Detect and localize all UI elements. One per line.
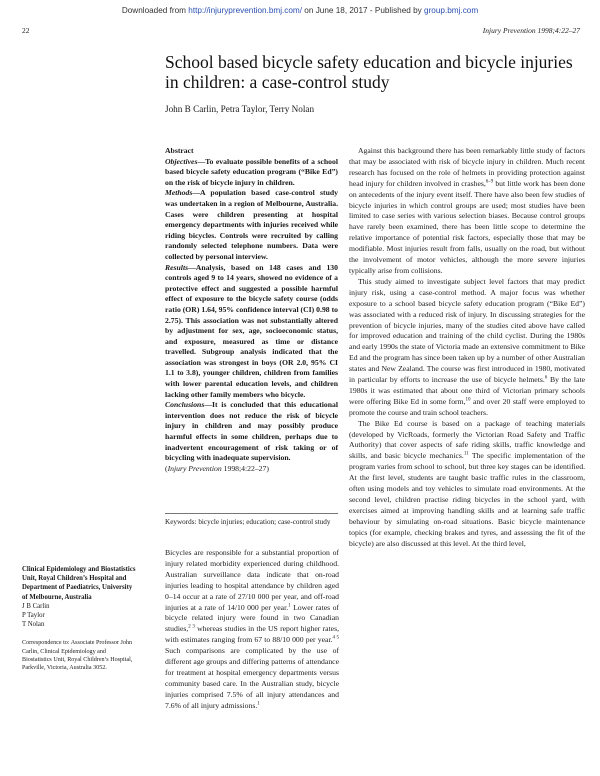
body-right-column [349, 146, 585, 550]
results-text: —Analysis, based on 148 cases and 130 controls aged 9 to 14 years, showed no evidence of a protective effect and suggested a possible harmful effect of exposure to the bicycle safety course (odds ratio (OR) 1.64, 95% confidence interval (CI) 0.98 to 2.75). This association was not substantially altered by adjustment for sex, age, socioeconomic status, and exposure, measured as time or distance travelled. Subgroup analysis indicated that the association was strongest in boys (OR 2.0, 95% CI 1.1 to 3.8), younger children, children from families with lower parental education levels, and children lacking other family members who bicycle. [165, 262, 338, 399]
citation-journal: Injury Prevention [167, 463, 222, 473]
text-run: whereas studies in the US report higher rates, with estimates ranging from 67 to 88/10 000 per year. [165, 624, 339, 645]
publisher-link[interactable]: group.bmj.com [424, 6, 479, 15]
text-run: The Bike Ed course is based on a package of teaching materials (developed by VicRoads, formerly the Victorian Road Safety and Traffic Authority) that cover aspects of safe riding skills, traffic knowledge and skills, and basic bicycle mechanics. [349, 418, 585, 461]
reference-marker: 6 [544, 375, 548, 381]
right-paragraph-1 [349, 146, 585, 277]
abstract-conclusions [165, 400, 338, 464]
text-run: Such comparisons are complicated by the use of different age groups and differing patterns of attendance for treatment at hospital emergency departments versus community based care. In the Australian study, bicycle injuries comprised 7.5% of all injury attendances and 7.6% of all injury admissions. [165, 646, 339, 710]
abstract [165, 146, 338, 474]
article-title: School based bicycle safety education and bicycle injuries in children: a case-control study [165, 52, 573, 92]
text-run: but little work has been done on antecedents of the injury event itself. There have also been few studies of bicycle injuries in which control groups are used; most studies have been limited to case series with various selection biases. Because control groups have rarely been examined, there has been little scope to determine the relative importance of potential risk factors, especially those that may be modifiable. Most injuries result from falls, usually on the road, but without the involvement of motor vehicles, although the more severe injuries typically arise from collisions. [349, 178, 585, 275]
article-authors: John B Carlin, Petra Taylor, Terry Nolan [165, 104, 315, 114]
download-prefix: Downloaded from [121, 6, 189, 15]
journal-citation: Injury Prevention 1998;4:22–27 [482, 26, 580, 35]
objectives-text: —To evaluate possible benefits of a school based bicycle safety education program (“Bike Ed”) on the risk of bicycle injury in children. [165, 156, 338, 187]
reference-marker: 10 [465, 397, 471, 403]
text-run: Bicycles are responsible for a substantial proportion of injury related morbidity experienced during childhood. Australian surveillance data indicate that on-road injuries leading to hospital attendance by children aged 0–14 occur at a rate of 27/10 000 per year, and off-road injuries at a rate of 14/10 000 per year. [165, 548, 339, 612]
right-paragraph-2 [349, 277, 585, 419]
abstract-citation: (Injury Prevention 1998;4:22–27) [165, 463, 269, 473]
conclusions-label: Conclusions [165, 400, 205, 410]
abstract-divider [165, 513, 338, 514]
site-link[interactable]: http://injuryprevention.bmj.com/ [188, 6, 303, 15]
abstract-objectives [165, 157, 338, 189]
abstract-heading: Abstract [165, 146, 194, 155]
left-paragraph-1 [165, 548, 339, 712]
text-run: Against this background there has been remarkably little study of factors that may be associated with risk of bicycle injury in children. Much recent research has focused on the role of helmets in providing protection against head injury for children involved in crashes, [349, 146, 585, 188]
body-left-column [165, 548, 339, 712]
text-run: This study aimed to investigate subject level factors that may predict injury risk, using a case-control method. A major focus was whether exposure to a school based bicycle safety education program (“Bike Ed”) was associated with a reduced risk of injury. In discussing strategies for the prevention of bicycle injuries, many of the studies cited above have called for improved education and training of the child cyclist. During the 1980s and early 1990s the state of Victoria made an extensive commitment to Bike Ed and the program has since been taken up by a number of other Australian states and New Zealand. The course was first introduced in 1980, motivated in particular by efforts to increase the use of bicycle helmets. [349, 276, 585, 385]
text-run: Lower rates of bicycle related injury were found in two Canadian studies, [165, 602, 339, 634]
download-banner [0, 6, 600, 15]
reference-marker: 6–9 [485, 179, 494, 185]
affiliation-block [22, 565, 137, 672]
citation-details: 1998;4:22–27) [221, 463, 269, 473]
reference-marker: 2 3 [188, 624, 195, 630]
affiliation-author: P Taylor [22, 612, 45, 620]
conclusions-text: —It is concluded that this educational intervention does not reduce the risk of bicycle injury in children and may possibly produce harmful effects in some children, perhaps due to inadvertent encouragement of risk taking or of bicycling with inadequate supervision. [165, 400, 338, 463]
methods-label: Methods [165, 188, 193, 198]
correspondence-address: Correspondence to: Associate Professor John Carlin, Clinical Epidemiology and Biostatistics Unit, Royal Children’s Hospital, Parkville, Victoria, Australia 3052. [22, 640, 133, 672]
text-run: and over 20 staff were employed to promote the course and train school teachers. [349, 396, 586, 417]
results-label: Results [165, 262, 189, 272]
keywords: Keywords: bicycle injuries; education; case-control study [165, 518, 331, 526]
objectives-label: Objectives [165, 156, 198, 166]
affiliation-institution: Clinical Epidemiology and Biostatistics Unit, Royal Children’s Hospital and Department of Paediatrics, University of Melbourne, Australia [22, 566, 136, 601]
reference-marker: 1 [288, 602, 291, 608]
abstract-results [165, 263, 338, 401]
methods-text: —A population based case-control study was undertaken in a region of Melbourne, Australia. Cases were children presenting at hospital emergency departments with injuries received while riding bicycles. Controls were recruited by calling randomly selected telephone numbers. Data were collected by personal interview. [165, 188, 338, 261]
affiliation-author: J B Carlin [22, 602, 50, 610]
affiliation-author: T Nolan [22, 621, 45, 629]
text-run: By the late 1980s it was estimated that about one third of Victorian primary schools were offering Bike Ed in some form, [349, 375, 585, 406]
reference-marker: 11 [463, 451, 469, 457]
reference-marker: 1 [257, 701, 260, 707]
download-middle: on June 18, 2017 - Published by [302, 6, 425, 15]
right-paragraph-3 [349, 419, 585, 550]
text-run: The specific implementation of the program varies from school to school, but three key stages can be identified. At the first level, students are taught basic traffic rules in the classroom, often using models and toy vehicles to simulate road environments. At the second level, children practise riding bicycles in the school yard, with exercises aimed at improving handling skills and at learning safe traffic behaviour by simulating on-road situations. Basic bicycle maintenance topics (for example, checking brakes and tyres, and assessing the fit of the bicycle) are also discussed at this level. At the third level, [349, 451, 585, 548]
page-number: 22 [22, 26, 30, 35]
reference-marker: 4 5 [332, 635, 339, 641]
abstract-methods [165, 188, 338, 262]
